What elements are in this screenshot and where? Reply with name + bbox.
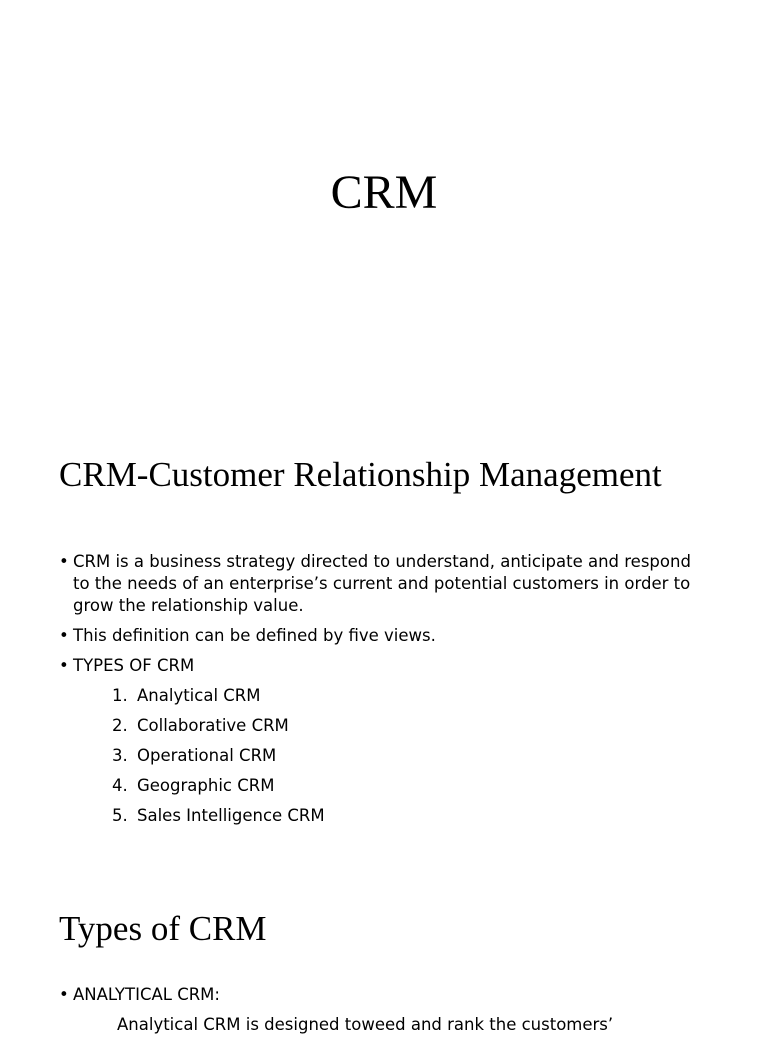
list-item	[73, 745, 709, 767]
bullet-text: TYPES OF CRM	[73, 656, 195, 675]
list-item	[73, 685, 709, 707]
list-item	[73, 805, 709, 827]
bullet-list	[59, 984, 709, 1044]
bullet-item	[59, 655, 709, 827]
slide-heading: Types of CRM	[59, 909, 267, 948]
title-slide	[0, 0, 768, 432]
list-number: 1.	[112, 686, 128, 705]
list-number: 4.	[112, 776, 128, 795]
bullet-text: ANALYTICAL CRM:	[73, 985, 220, 1004]
list-item-label: Collaborative CRM	[137, 716, 289, 735]
list-number: 5.	[112, 806, 128, 825]
list-number: 3.	[112, 746, 128, 765]
bullet-item	[59, 984, 709, 1036]
slide-title: CRM	[330, 166, 438, 219]
list-item-label: Geographic CRM	[137, 776, 275, 795]
list-item	[73, 715, 709, 737]
bullet-item: • This definition can be defined by five views.	[59, 625, 709, 647]
sub-bullet-text: Analytical CRM is designed toweed and rank the customers’	[117, 1015, 614, 1034]
list-item	[73, 775, 709, 797]
list-number: 2.	[112, 716, 128, 735]
definition-slide	[0, 432, 768, 864]
crm-types-list	[73, 685, 709, 827]
list-item-label: Analytical CRM	[137, 686, 261, 705]
types-slide	[0, 864, 768, 1034]
list-item-label: Sales Intelligence CRM	[137, 806, 325, 825]
slide-heading: CRM-Customer Relationship Management	[59, 455, 662, 494]
bullet-item: • CRM is a business strategy directed to understand, anticipate and respond to the needs of an enterprise’s current and potential customers in order to grow the relationship value.	[59, 551, 709, 617]
bullet-list	[59, 551, 709, 835]
list-item-label: Operational CRM	[137, 746, 277, 765]
